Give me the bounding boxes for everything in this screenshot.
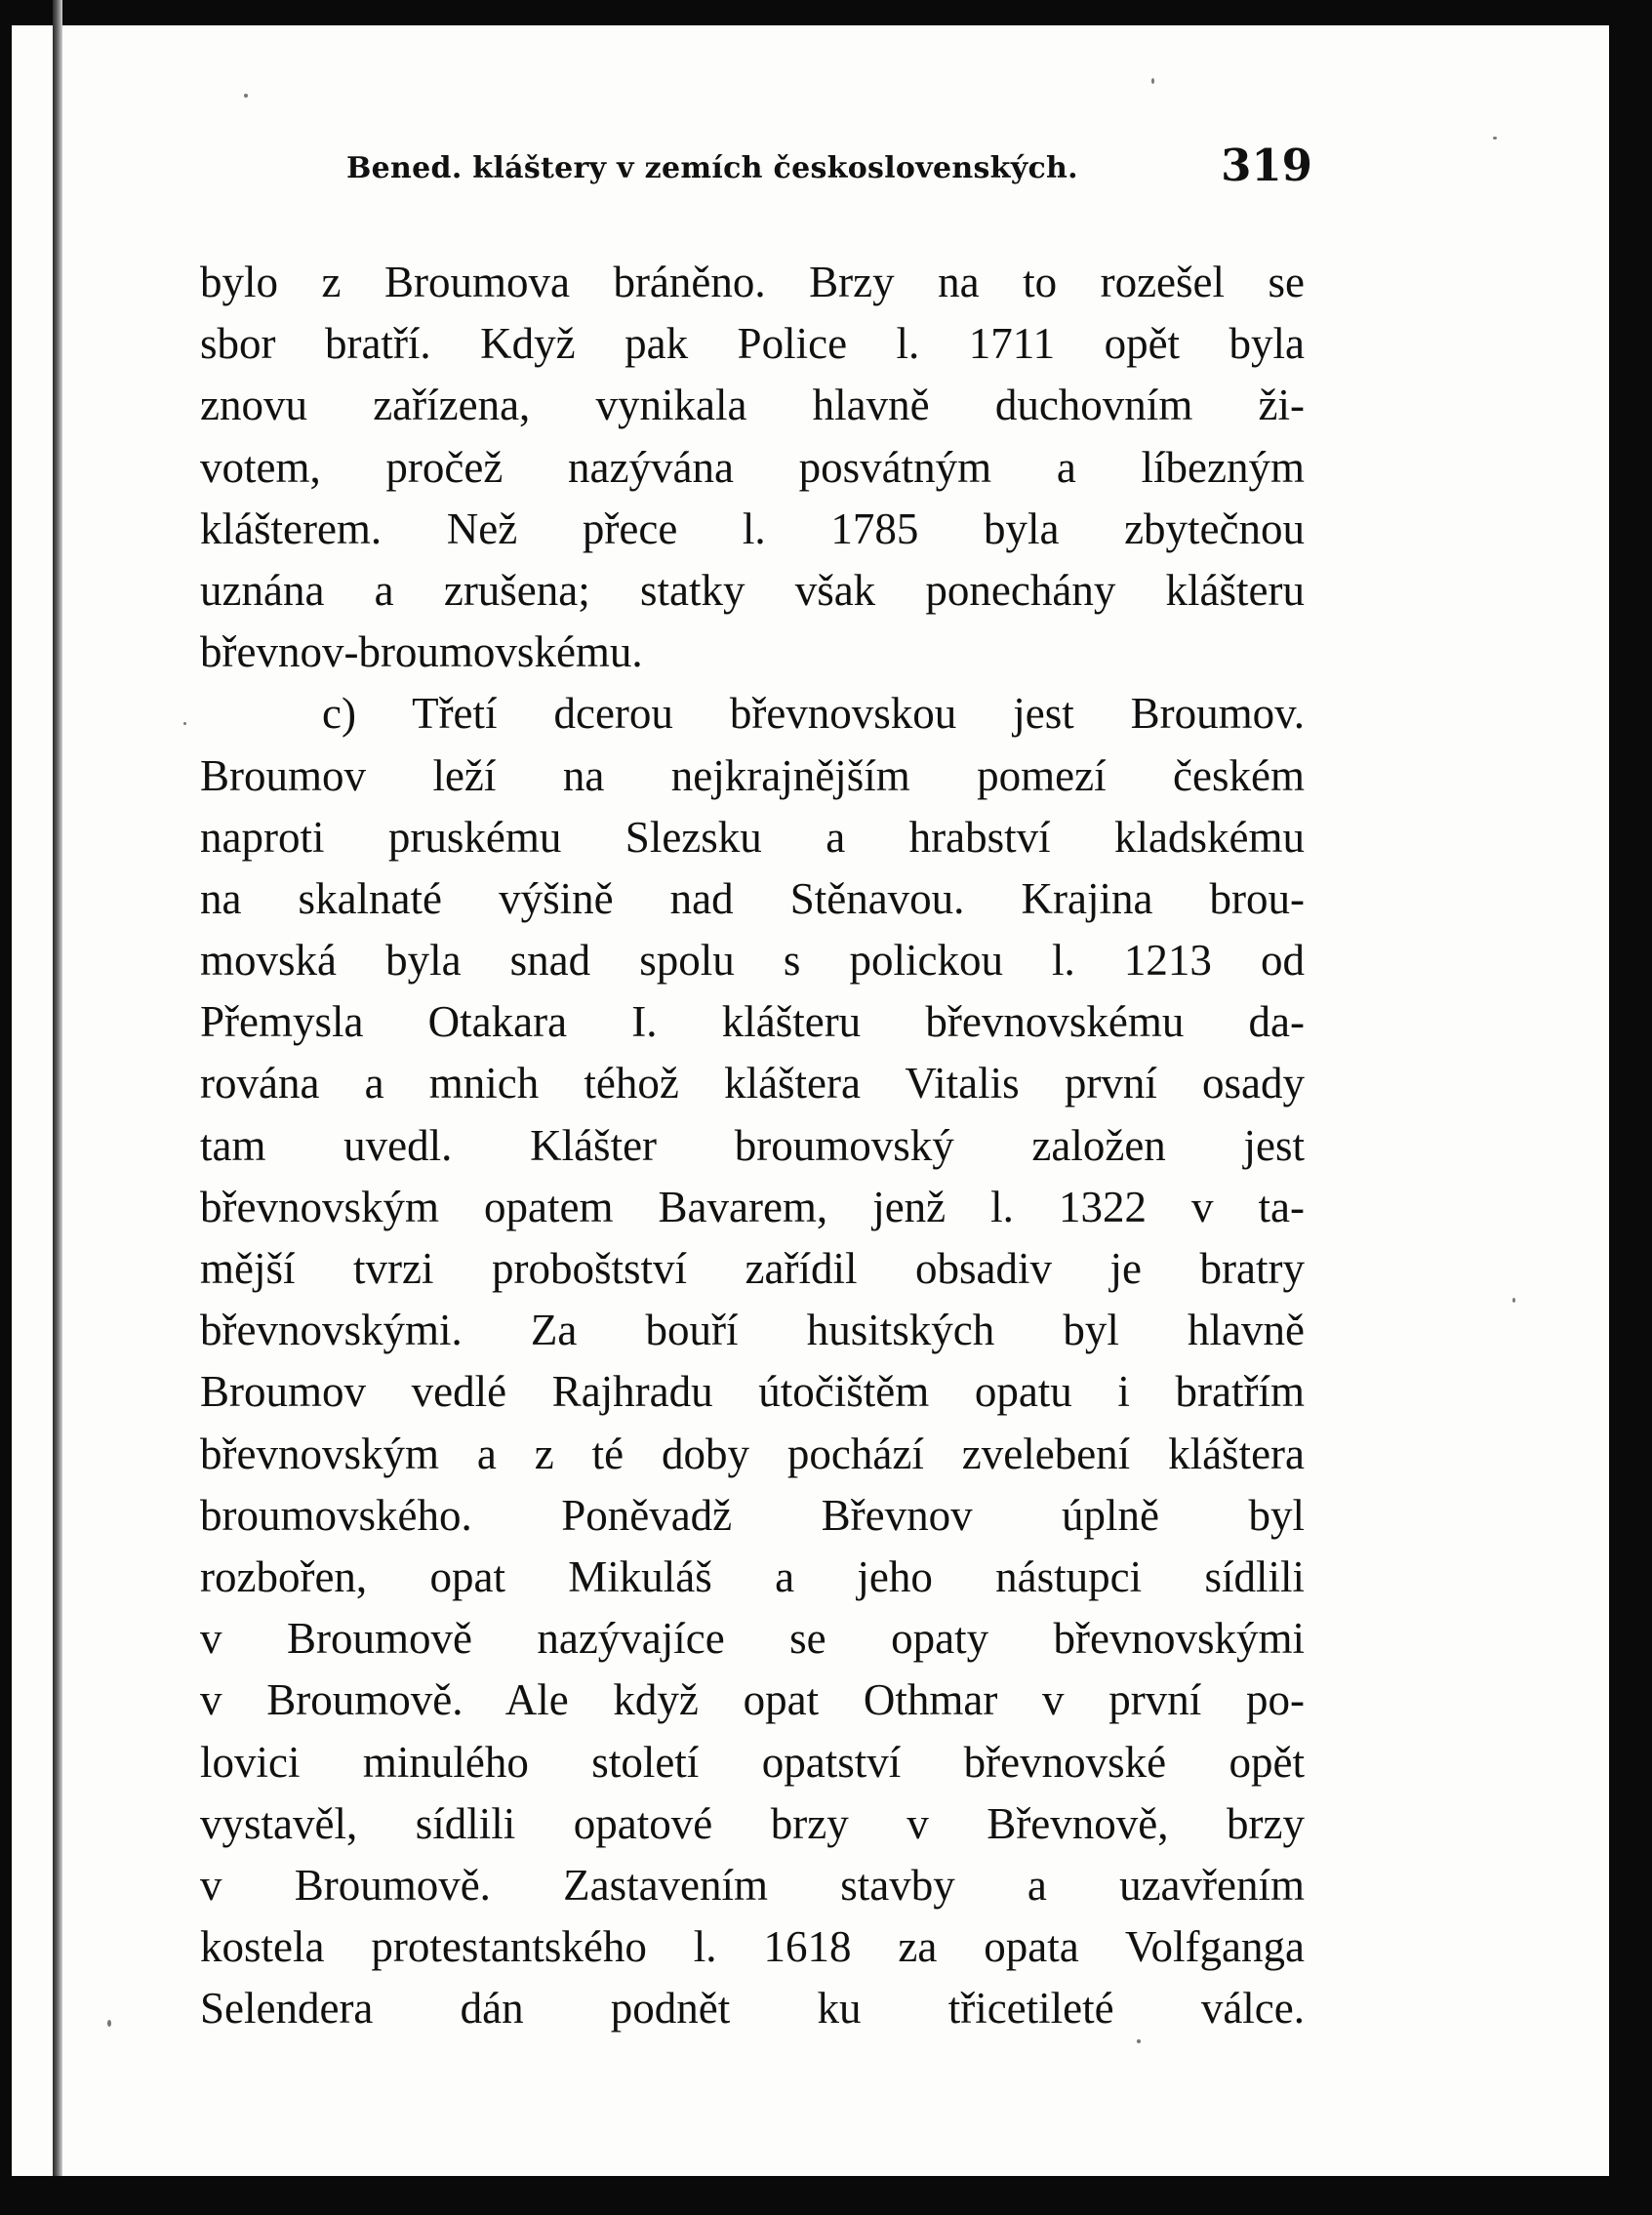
text-line: v Broumově. Ale když opat Othmar v první po- [200,1675,1305,1725]
text-line: na skalnaté výšině nad Stěnavou. Krajina brou- [200,873,1305,923]
dust-speck [244,94,248,98]
book-spine-edge [53,0,62,2215]
dust-speck [183,722,186,725]
text-line: mější tvrzi proboštství zařídil obsadiv je bratry [200,1244,1305,1293]
text-line: klášterem. Než přece l. 1785 byla zbytečnou [200,503,1305,553]
text-line: Broumov vedlé Rajhradu útočištěm opatu i bratřím [200,1367,1305,1417]
page-header [346,140,1312,198]
text-line: břevnovským a z té doby pochází zvelebení kláštera [200,1429,1305,1478]
text-line: rozbořen, opat Mikuláš a jeho nástupci sídlili [200,1551,1305,1601]
text-line: Broumov leží na nejkrajnějším pomezí českém [200,750,1305,800]
text-line: bylo z Broumova bráněno. Brzy na to rozešel se [200,258,1305,306]
body-text [200,252,1305,2039]
scan-border-bottom [0,2176,1652,2215]
text-line: uznána a zrušena; statky však ponechány klášteru [200,565,1305,615]
dust-speck [1151,78,1154,84]
text-line: lovici minulého století opatství břevnovské opět [200,1737,1305,1787]
text-line: břevnov-broumovskému. [200,627,643,677]
scan-border-right [1609,0,1652,2215]
text-line: kostela protestantského l. 1618 za opata Volfganga [200,1922,1305,1972]
text-line: c) Třetí dcerou břevnovskou jest Broumov. [322,689,1305,739]
text-line: votem, pročež nazývána posvátným a líbezným [200,442,1305,492]
text-line: movská byla snad spolu s polickou l. 1213 od [200,936,1305,986]
dust-speck [1137,2039,1141,2043]
text-line: broumovského. Poněvadž Břevnov úplně byl [200,1490,1305,1540]
text-line: Selendera dán podnět ku třicetileté válce. [200,1984,1305,2034]
text-line: břevnovským opatem Bavarem, jenž l. 1322 v ta- [200,1182,1305,1231]
text-line: vystavěl, sídlili opatové brzy v Břevnově, brzy [200,1798,1305,1848]
text-line: břevnovskými. Za bouří husitských byl hlavně [200,1306,1305,1355]
text-line: v Broumově. Zastavením stavby a uzavřením [200,1860,1305,1910]
text-line: v Broumově nazývajíce se opaty břevnovskými [200,1614,1305,1664]
text-line: Přemysla Otakara I. klášteru břevnovskému da- [200,997,1305,1047]
text-line: sbor bratří. Když pak Police l. 1711 opět byla [200,319,1305,369]
page-number: 319 [1221,140,1312,191]
text-line: znovu zařízena, vynikala hlavně duchovním ži- [200,381,1305,430]
scan-border-top [0,0,1652,25]
dust-speck [1493,137,1497,140]
running-title: Bened. kláštery v zemích československých. [346,151,1078,185]
text-line: rována a mnich téhož kláštera Vitalis první osady [200,1059,1305,1108]
dust-speck [107,2020,111,2027]
scan-border-left [0,0,12,2215]
text-line: naproti pruskému Slezsku a hrabství kladskému [200,812,1305,862]
text-line: tam uvedl. Klášter broumovský založen jest [200,1120,1305,1170]
dust-speck [1512,1298,1515,1303]
